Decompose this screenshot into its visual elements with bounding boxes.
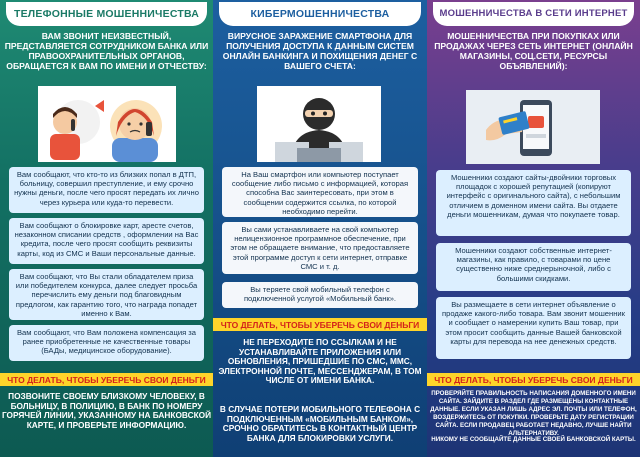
scam-case-card: Вам сообщают, что Вам положена компенсация за ранее приобретенные не качественные товары (БАДы, медицинское оборудование). — [9, 325, 204, 361]
phone-fraud-title: ТЕЛЕФОННЫЕ МОШЕННИЧЕСТВА — [13, 8, 200, 20]
column-title-banner — [6, 2, 207, 26]
phone-fraud-column — [0, 0, 213, 457]
internet-fraud-column — [427, 0, 640, 457]
scam-case-card: На Ваш смартфон или компьютер поступает сообщение либо письмо с информацией, которая способна Вас заинтересовать, при этом в сообщении содержится ссылка, по которой необходимо перейти. — [222, 167, 418, 217]
hacker-illustration — [257, 86, 381, 162]
what-to-do-heading: ЧТО ДЕЛАТЬ, ЧТОБЫ УБЕРЕЧЬ СВОИ ДЕНЬГИ — [220, 319, 420, 330]
cyber-fraud-advice-phone-loss: В СЛУЧАЕ ПОТЕРИ МОБИЛЬНОГО ТЕЛЕФОНА С ПОДКЛЮЧЕННЫМ «МОБИЛЬНЫМ БАНКОМ», СРОЧНО ОБРАТИТЕСЬ В КОНТАКТНЫЙ ЦЕНТР БАНКА ДЛЯ БЛОКИРОВКИ УСЛУГИ. — [219, 404, 421, 443]
scam-case-card: Вам сообщают о блокировке карт, аресте счетов, незаконном списании средств , оформлении на Вас кредита, после чего просят сообщить реквизиты карты, код из СМС и Ваши персональные данные. — [9, 218, 204, 264]
phone-fraud-advice: ПОЗВОНИТЕ СВОЕМУ БЛИЗКОМУ ЧЕЛОВЕКУ, В БОЛЬНИЦУ, В ПОЛИЦИЮ, В БАНК ПО НОМЕРУ ГОРЯЧЕЙ ЛИНИИ, УКАЗАННОМУ НА БАНКОВСКОЙ КАРТЕ, И ПРОВЕРЬТЕ ИНФОРМАЦИЮ. — [1, 391, 212, 430]
scam-case-card: Мошенники создают сайты-двойники торговых площадок с хорошей репутацией (копируют интерфейс с оригинального сайта), с небольшим отличием в доменном имени сайта. Вы отдаете деньги мошенникам, думая что покупаете товар. — [436, 170, 631, 236]
cyber-fraud-title: КИБЕРМОШЕННИЧЕСТВА — [250, 8, 390, 20]
what-to-do-bar — [427, 373, 640, 386]
scam-case-card: Вы сами устанавливаете на свой компьютер нелицензионное программное обеспечение, при этом не обращаете внимание, что предоставляете этой программе доступ к сети интернет, отправке СМС и т. д. — [222, 222, 418, 274]
scam-case-card: Вам сообщают, что кто-то из близких попал в ДТП, больницу, совершил преступление, и ему срочно нужны деньги, после чего просят передать их лично через курьера или куда-то перевести. — [9, 167, 204, 213]
phone-scam-illustration — [38, 86, 176, 162]
cyber-fraud-column — [213, 0, 427, 457]
cyber-fraud-intro: ВИРУСНОЕ ЗАРАЖЕНИЕ СМАРТФОНА ДЛЯ ПОЛУЧЕНИЯ ДОСТУПА К ДАННЫМ СИСТЕМ ОНЛАЙН БАНКИНГА И ПОХИЩЕНИЯ ДЕНЕГ С ВАШЕГО СЧЕТА: — [222, 31, 418, 71]
scam-case-card: Вам сообщают, что Вы стали обладателем приза или победителем конкурса, далее следует просьба перечислить ему деньги под благовидным предлогом, как гарантию того, что награда попадет именно к Вам. — [9, 269, 204, 320]
column-title-banner — [433, 2, 634, 26]
scam-case-card: Мошенники создают собственные интернет-магазины, как правило, с товарами по цене существенно ниже среднерыночной, либо с большими скидками. — [436, 243, 631, 291]
internet-fraud-advice: ПРОВЕРЯЙТЕ ПРАВИЛЬНОСТЬ НАПИСАНИЯ ДОМЕННОГО ИМЕНИ САЙТА. ЗАЙДИТЕ В РАЗДЕЛ ГДЕ РАЗМЕЩЕНЫ КОНТАКТНЫЕ ДАННЫЕ. ЕСЛИ УКАЗАН ЛИШЬ АДРЕС ЭЛ. ПОЧТЫ ИЛИ ТЕЛЕФОН, ВОЗДЕРЖИТЕСЬ ОТ ПОКУПКИ. ПРОВЕРЬТЕ ДАТУ РЕГИСТРАЦИИ САЙТА. ЕСЛИ ПРОДАВЕЦ РАБОТАЕТ НЕДАВНО, ЛУЧШЕ НАЙТИ АЛЬТЕРНАТИВУ. — [430, 390, 637, 437]
cyber-fraud-advice-links: НЕ ПЕРЕХОДИТЕ ПО ССЫЛКАМ И НЕ УСТАНАВЛИВАЙТЕ ПРИЛОЖЕНИЯ ИЛИ ОБНОВЛЕНИЯ, ПРИШЕДШИЕ ПО СМС, ММС, ЭЛЕКТРОННОЙ ПОЧТЕ, МЕССЕНДЖЕРАМ, В ТОМ ЧИСЛЕ ОТ ИМЕНИ БАНКА. — [218, 337, 422, 386]
internet-fraud-card-warning: НИКОМУ НЕ СООБЩАЙТЕ ДАННЫЕ СВОЕЙ БАНКОВСКОЙ КАРТЫ. — [431, 436, 636, 443]
what-to-do-bar — [213, 318, 427, 331]
online-shopping-illustration — [466, 90, 600, 164]
phone-fraud-intro: ВАМ ЗВОНИТ НЕИЗВЕСТНЫЙ, ПРЕДСТАВЛЯЕТСЯ СОТРУДНИКОМ БАНКА ИЛИ ПРАВООХРАНИТЕЛЬНЫХ ОРГАНОВ, ОБРАЩАЕТСЯ К ВАМ ПО ИМЕНИ И ОТЧЕСТВУ: — [4, 31, 209, 71]
scam-case-card: Вы размещаете в сети интернет объявление о продаже какого-либо товара. Вам звонит мошенник и сообщает о намерении купить Ваш товар, при этом просит сообщить данные Вашей банковской карты для перевода на нее денежных средств. — [436, 297, 631, 359]
internet-fraud-title: МОШЕННИЧЕСТВА В СЕТИ ИНТЕРНЕТ — [439, 8, 628, 19]
column-title-banner — [219, 2, 421, 26]
internet-fraud-intro: МОШЕННИЧЕСТВА ПРИ ПОКУПКАХ ИЛИ ПРОДАЖАХ ЧЕРЕЗ СЕТЬ ИНТЕРНЕТ (ОНЛАЙН МАГАЗИНЫ, СОЦ.СЕТИ, РЕСУРСЫ ОБЪЯВЛЕНИЙ): — [434, 31, 633, 71]
what-to-do-heading: ЧТО ДЕЛАТЬ, ЧТОБЫ УБЕРЕЧЬ СВОИ ДЕНЬГИ — [7, 374, 206, 385]
what-to-do-bar — [0, 373, 213, 386]
scam-case-card: Вы теряете свой мобильный телефон с подключенной услугой «Мобильный банк». — [222, 282, 418, 308]
what-to-do-heading: ЧТО ДЕЛАТЬ, ЧТОБЫ УБЕРЕЧЬ СВОИ ДЕНЬГИ — [434, 374, 633, 385]
